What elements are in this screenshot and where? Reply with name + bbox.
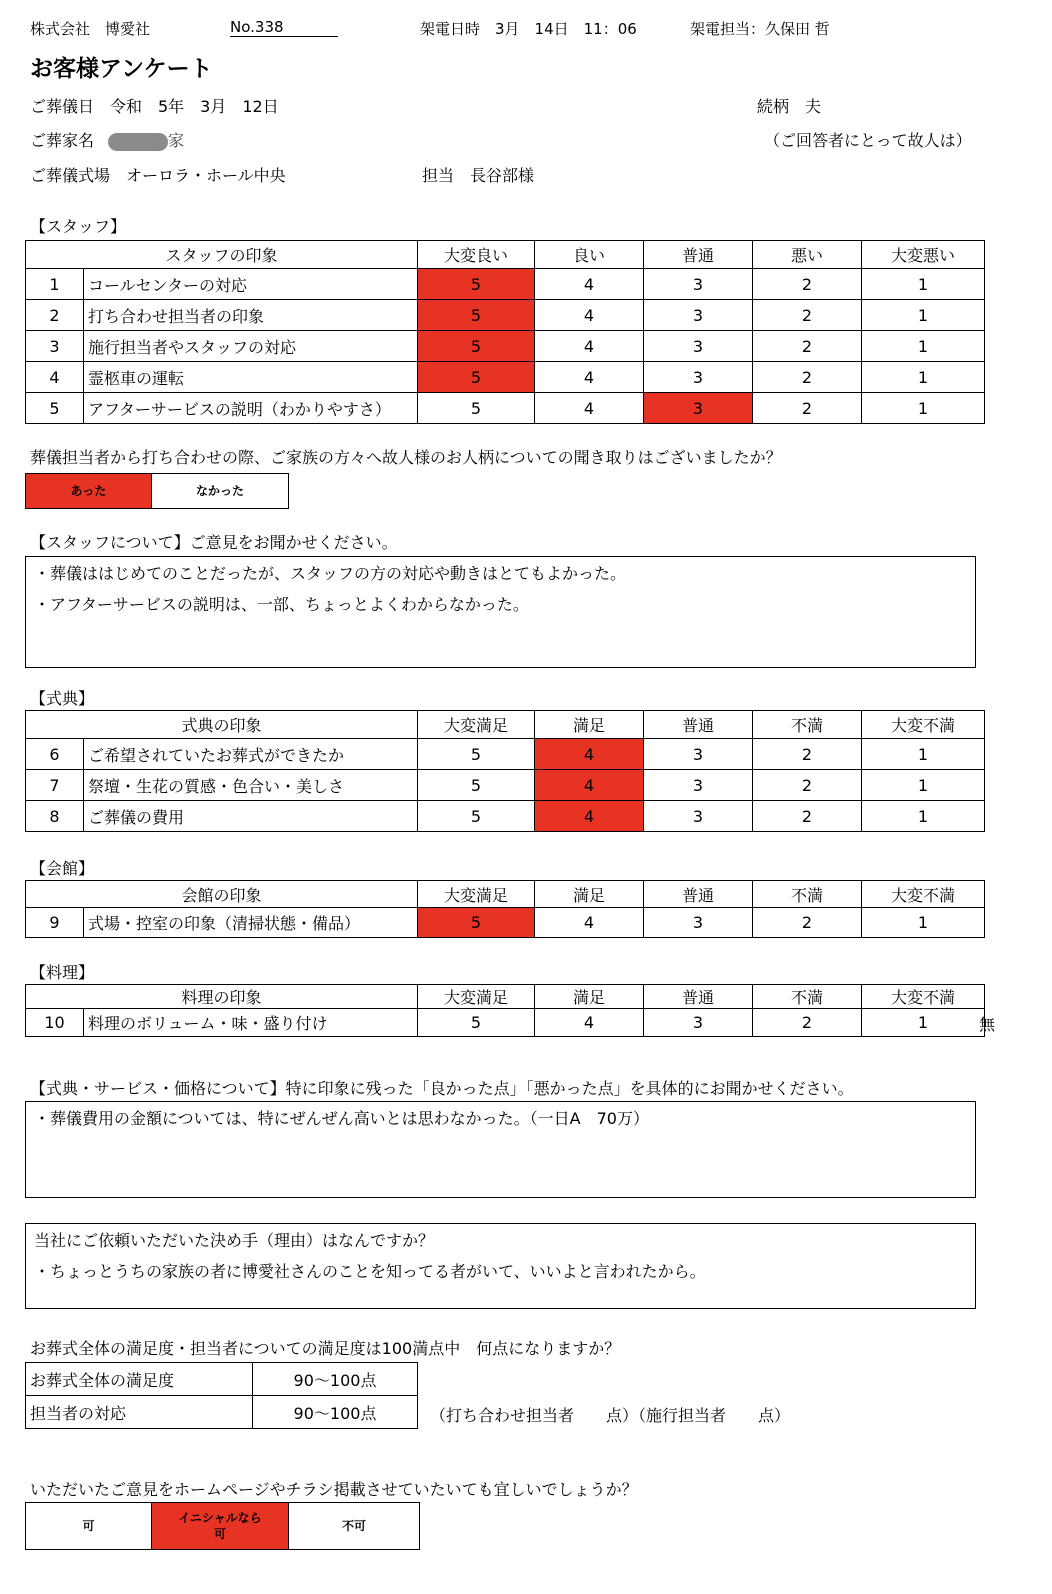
redacted-name — [108, 133, 168, 151]
question-number: 5 — [26, 393, 84, 424]
rating-cell[interactable]: 2 — [753, 300, 862, 331]
option-button-selected[interactable]: あった — [26, 474, 152, 508]
family-name — [30, 128, 184, 151]
option-button[interactable]: 可 — [26, 1503, 152, 1549]
rating-cell-selected[interactable]: 5 — [418, 331, 535, 362]
reason-box — [25, 1223, 976, 1309]
question-number: 3 — [26, 331, 84, 362]
publish-question: いただいたご意見をホームページやチラシ掲載させていたいても宜しいでしょうか？ — [30, 1480, 638, 1499]
column-header-rating: 不満 — [753, 985, 862, 1009]
column-header-rating: 普通 — [644, 711, 753, 739]
question-number: 2 — [26, 300, 84, 331]
column-header-item: 式典の印象 — [26, 711, 418, 739]
column-header-rating: 不満 — [753, 881, 862, 908]
rating-cell[interactable]: 4 — [535, 393, 644, 424]
rating-cell[interactable]: 2 — [753, 331, 862, 362]
rating-cell-selected[interactable]: 4 — [535, 801, 644, 832]
answer-line: ・葬儀費用の金額については、特にぜんぜん高いとは思わなかった。（一日A 70万） — [34, 1109, 649, 1128]
rating-cell[interactable]: 5 — [418, 770, 535, 801]
question-label: 施行担当者やスタッフの対応 — [84, 331, 418, 362]
table-row — [26, 331, 985, 362]
rating-cell[interactable]: 3 — [644, 770, 753, 801]
rating-cell[interactable]: 3 — [644, 739, 753, 770]
ceremony-rating-table — [25, 710, 985, 832]
hall-section-heading: 【会館】 — [30, 859, 95, 878]
staff-section-heading: 【スタッフ】 — [30, 217, 127, 236]
column-header-rating: 大変不満 — [862, 711, 985, 739]
question-number: 7 — [26, 770, 84, 801]
option-button-selected[interactable]: イニシャルなら 可 — [152, 1503, 289, 1549]
table-row — [26, 770, 985, 801]
rating-cell[interactable]: 4 — [535, 1009, 644, 1037]
question-label: 霊柩車の運転 — [84, 362, 418, 393]
rating-cell[interactable]: 1 — [862, 300, 985, 331]
rating-cell[interactable]: 2 — [753, 770, 862, 801]
service-opinion-box — [25, 1101, 976, 1198]
venue-staff: 担当 長谷部様 — [422, 166, 535, 185]
rating-cell[interactable]: 5 — [418, 739, 535, 770]
rating-cell[interactable]: 1 — [862, 331, 985, 362]
question-label: コールセンターの対応 — [84, 269, 418, 300]
question-label: ご葬儀の費用 — [84, 801, 418, 832]
rating-cell-selected[interactable]: 4 — [535, 739, 644, 770]
rating-cell[interactable]: 1 — [862, 908, 985, 938]
column-header-rating: 普通 — [644, 241, 753, 269]
rating-cell[interactable]: 1 — [862, 739, 985, 770]
column-header-rating: 普通 — [644, 881, 753, 908]
table-row — [26, 801, 985, 832]
rating-cell[interactable]: 3 — [644, 801, 753, 832]
survey-number: No.338 — [230, 18, 338, 37]
rating-cell[interactable]: 1 — [862, 1009, 985, 1037]
table-row — [26, 1009, 985, 1037]
column-header-rating: 満足 — [535, 881, 644, 908]
hall-rating-table — [25, 880, 985, 938]
rating-cell[interactable]: 3 — [644, 269, 753, 300]
rating-cell-selected[interactable]: 5 — [418, 908, 535, 938]
rating-cell[interactable]: 3 — [644, 331, 753, 362]
rating-cell[interactable]: 2 — [753, 1009, 862, 1037]
food-section-heading: 【料理】 — [30, 963, 95, 982]
rating-cell-selected[interactable]: 4 — [535, 770, 644, 801]
rating-cell[interactable]: 2 — [753, 801, 862, 832]
column-header-item: スタッフの印象 — [26, 241, 418, 269]
rating-cell[interactable]: 4 — [535, 908, 644, 938]
rating-cell[interactable]: 3 — [644, 300, 753, 331]
rating-cell[interactable]: 3 — [644, 1009, 753, 1037]
rating-cell-selected[interactable]: 3 — [644, 393, 753, 424]
question-label: アフターサービスの説明（わかりやすさ） — [84, 393, 418, 424]
rating-cell-selected[interactable]: 5 — [418, 362, 535, 393]
column-header-item: 料理の印象 — [26, 985, 418, 1009]
question-number: 10 — [26, 1009, 84, 1037]
table-row — [26, 269, 985, 300]
table-row — [26, 908, 985, 938]
rating-cell[interactable]: 2 — [753, 908, 862, 938]
column-header-rating: 大変満足 — [418, 711, 535, 739]
rating-cell-selected[interactable]: 5 — [418, 300, 535, 331]
question-label: 打ち合わせ担当者の印象 — [84, 300, 418, 331]
column-header-rating: 良い — [535, 241, 644, 269]
relation: 続柄 夫 — [757, 97, 822, 116]
column-header-rating: 不満 — [753, 711, 862, 739]
answer-line: ・アフターサービスの説明は、一部、ちょっとよくわからなかった。 — [34, 595, 529, 614]
rating-cell[interactable]: 4 — [535, 300, 644, 331]
rating-cell[interactable]: 2 — [753, 393, 862, 424]
interview-question: 葬儀担当者から打ち合わせの際、ご家族の方々へ故人様のお人柄についての聞き取りはございましたか？ — [30, 448, 782, 467]
family-name-label: ご葬家名 — [30, 131, 95, 150]
table-row — [26, 739, 985, 770]
question-label: 祭壇・生花の質感・色合い・美しさ — [84, 770, 418, 801]
rating-cell[interactable]: 5 — [418, 1009, 535, 1037]
staff-satisfaction-label: 担当者の対応 — [26, 1396, 253, 1429]
question-number: 4 — [26, 362, 84, 393]
ceremony-section-heading: 【式典】 — [30, 689, 95, 708]
column-header-rating: 大変不満 — [862, 881, 985, 908]
rating-cell-selected[interactable]: 5 — [418, 269, 535, 300]
table-row — [26, 362, 985, 393]
column-header-rating: 大変不満 — [862, 985, 985, 1009]
overall-satisfaction-label: お葬式全体の満足度 — [26, 1363, 253, 1396]
page-title: お客様アンケート — [30, 56, 213, 82]
answer-line: ・葬儀ははじめてのことだったが、スタッフの方の対応や動きはとてもよかった。 — [34, 564, 627, 583]
table-row — [26, 300, 985, 331]
answer-line: 当社にご依頼いただいた決め手（理由）はなんですか？ — [34, 1231, 435, 1250]
rating-cell[interactable]: 1 — [862, 269, 985, 300]
table-row — [26, 393, 985, 424]
rating-cell[interactable]: 4 — [535, 331, 644, 362]
rating-cell[interactable]: 4 — [535, 269, 644, 300]
rating-cell[interactable]: 3 — [644, 908, 753, 938]
staff-opinion-box — [25, 556, 976, 668]
rating-cell[interactable]: 1 — [862, 801, 985, 832]
service-opinion-heading: 【式典・サービス・価格について】特に印象に残った「良かった点」「悪かった点」を具体的にお聞かせください。 — [30, 1079, 854, 1098]
question-label: 料理のボリューム・味・盛り付け — [84, 1009, 418, 1037]
column-header-rating: 普通 — [644, 985, 753, 1009]
column-header-item: 会館の印象 — [26, 881, 418, 908]
staff-satisfaction-value: 90～100点 — [253, 1396, 418, 1429]
column-header-rating: 満足 — [535, 711, 644, 739]
option-button[interactable]: 不可 — [341, 1519, 366, 1533]
interview-options — [25, 473, 289, 509]
satisfaction-question: お葬式全体の満足度・担当者についての満足度は100満点中 何点になりますか？ — [30, 1339, 621, 1358]
call-staff: 架電担当：久保田 哲 — [690, 20, 830, 38]
rating-cell[interactable]: 2 — [753, 269, 862, 300]
question-number: 8 — [26, 801, 84, 832]
rating-cell[interactable]: 5 — [418, 801, 535, 832]
column-header-rating: 大変満足 — [418, 985, 535, 1009]
food-note: 無 — [979, 1015, 996, 1034]
question-number: 6 — [26, 739, 84, 770]
rating-cell[interactable]: 1 — [862, 362, 985, 393]
staff-rating-table — [25, 240, 985, 424]
question-label: 式場・控室の印象（清掃状態・備品） — [84, 908, 418, 938]
rating-cell[interactable]: 3 — [644, 362, 753, 393]
satisfaction-table — [25, 1362, 418, 1429]
question-number: 1 — [26, 269, 84, 300]
food-rating-table — [25, 984, 985, 1037]
column-header-rating: 大変悪い — [862, 241, 985, 269]
rating-cell[interactable]: 5 — [418, 393, 535, 424]
question-label: ご希望されていたお葬式ができたか — [84, 739, 418, 770]
staff-opinion-heading: 【スタッフについて】ご意見をお聞かせください。 — [30, 533, 398, 552]
rating-cell[interactable]: 4 — [535, 362, 644, 393]
column-header-rating: 悪い — [753, 241, 862, 269]
rating-cell[interactable]: 2 — [753, 362, 862, 393]
overall-satisfaction-value: 90～100点 — [253, 1363, 418, 1396]
rating-cell[interactable]: 2 — [753, 739, 862, 770]
question-number: 9 — [26, 908, 84, 938]
column-header-rating: 満足 — [535, 985, 644, 1009]
venue: ご葬儀式場 オーロラ・ホール中央 — [30, 166, 286, 185]
answer-line: ・ちょっとうちの家族の者に博愛社さんのことを知ってる者がいて、いいよと言われたから。 — [34, 1262, 706, 1281]
family-name-suffix: 家 — [168, 131, 185, 150]
column-header-rating: 大変満足 — [418, 881, 535, 908]
company-name: 株式会社 博愛社 — [30, 20, 151, 38]
funeral-date: ご葬儀日 令和 5年 3月 12日 — [30, 97, 279, 116]
column-header-rating: 大変良い — [418, 241, 535, 269]
rating-cell[interactable]: 1 — [862, 393, 985, 424]
rating-cell[interactable]: 1 — [862, 770, 985, 801]
option-button[interactable]: なかった — [195, 484, 244, 498]
satisfaction-note: （打ち合わせ担当者 点）（施行担当者 点） — [430, 1406, 791, 1425]
call-datetime: 架電日時 3月 14日 11：06 — [420, 20, 637, 38]
publish-options — [25, 1502, 420, 1550]
relation-note: （ご回答者にとって故人は） — [764, 131, 972, 150]
